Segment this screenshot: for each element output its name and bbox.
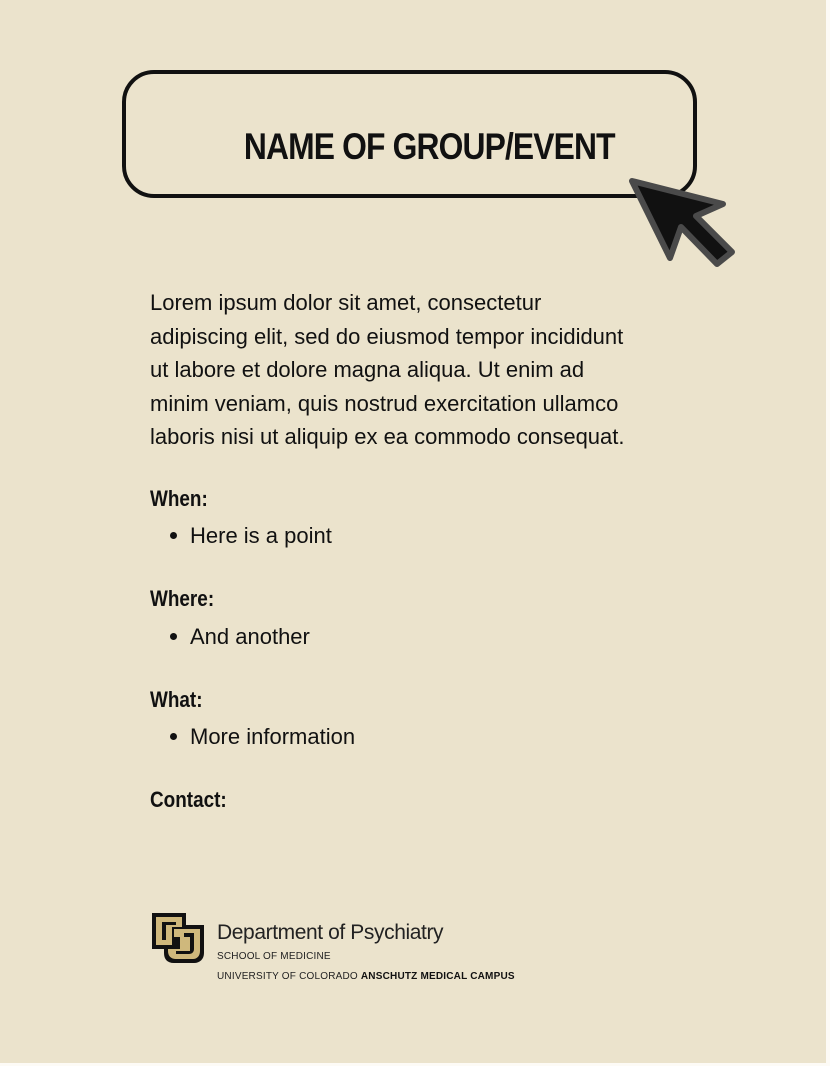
bullet-dot-icon (170, 633, 177, 640)
what-bullet (170, 724, 355, 750)
page-title: NAME OF GROUP/EVENT (243, 126, 615, 167)
title-box (122, 70, 697, 198)
when-label: When: (150, 486, 208, 511)
paragraph-line: Lorem ipsum dolor sit amet, consectetur (150, 290, 542, 315)
campus-name: ANSCHUTZ MEDICAL CAMPUS (360, 971, 515, 982)
what-label: What: (150, 687, 203, 712)
description-paragraph (150, 286, 690, 454)
when-bullet (170, 523, 332, 549)
university-name: UNIVERSITY OF COLORADO (217, 971, 358, 982)
department-name: Department of Psychiatry (217, 921, 444, 944)
paragraph-line: laboris nisi ut aliquip ex ea commodo consequat. (150, 424, 625, 449)
when-bullet-text: Here is a point (190, 523, 332, 548)
where-bullet-text: And another (190, 624, 310, 649)
paragraph-line: ut labore et dolore magna aliqua. Ut enim ad (150, 357, 585, 382)
where-bullet (170, 624, 310, 650)
school-name: SCHOOL OF MEDICINE (217, 951, 331, 962)
what-bullet-text: More information (190, 724, 356, 749)
bullet-dot-icon (170, 733, 177, 740)
contact-label: Contact: (150, 787, 227, 812)
where-label: Where: (150, 586, 215, 611)
cu-logo-icon (150, 911, 206, 965)
university-line (217, 971, 515, 983)
page-edge-right (826, 0, 830, 1066)
bullet-dot-icon (170, 532, 177, 539)
paragraph-line: adipiscing elit, sed do eiusmod tempor incididunt (150, 323, 624, 349)
mouse-pointer-arrow-icon (625, 176, 737, 270)
paragraph-line: minim veniam, quis nostrud exercitation ullamco (150, 390, 619, 416)
